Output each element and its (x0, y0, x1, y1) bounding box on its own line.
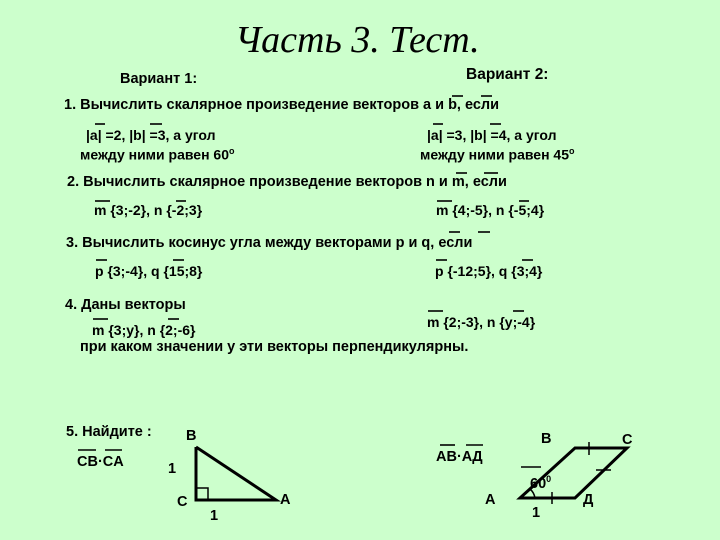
parallelogram-side: 1 (532, 505, 541, 521)
q3-v2: p {-12;5}, q {3;4} (435, 263, 543, 279)
q2-v1: m {3;-2}, n {-2;3} (94, 202, 203, 218)
q5-v1-expr: CB·CA (77, 454, 124, 470)
q2-v2: m {4;-5}, n {-5;4} (436, 202, 545, 218)
triangle-vertex-c: C (177, 494, 188, 510)
parallelogram-angle-label: $60^0$ (530, 474, 552, 492)
triangle-vertex-a: A (280, 492, 291, 508)
q2-label: 2. Вычислить скалярное произведение векторов n и m, если (67, 174, 507, 190)
q4-v2: m {2;-3}, n {y;-4} (427, 314, 536, 330)
q4-tail: при каком значении y эти векторы перпендикулярны. (80, 339, 469, 355)
q3-v1: p {3;-4}, q {15;8} (95, 263, 203, 279)
variant-1-heading: Вариант 1: (120, 71, 198, 87)
parallelogram-vertex-c: C (622, 432, 633, 448)
q3-label: 3. Вычислить косинус угла между векторами p и q, если (66, 235, 473, 251)
variant-2-heading: Вариант 2: (466, 66, 549, 83)
parallelogram-vertex-a: A (485, 492, 496, 508)
parallelogram (520, 442, 627, 504)
q5-v2-expr: AB·AД (436, 449, 483, 465)
q1-v1-line1: |a| =2, |b| =3, а угол (86, 127, 216, 143)
q4-label: 4. Даны векторы (65, 297, 186, 313)
parallelogram-vertex-b: B (541, 431, 552, 447)
q4-v1: m {3;y}, n {2;-6} (92, 322, 196, 338)
q1-v2-line2: между ними равен $45^о$ (420, 146, 575, 163)
q1-label: 1. Вычислить скалярное произведение векторов a и b, если (64, 97, 500, 113)
triangle-side-cb: 1 (168, 461, 177, 477)
q1-v1-line2: между ними равен $60^о$ (80, 146, 235, 163)
q5-label: 5. Найдите : (66, 424, 152, 440)
q1-v2-line1: |a| =3, |b| =4, а угол (427, 127, 557, 143)
page-title: Часть 3. Тест. (235, 19, 480, 61)
parallelogram-vertex-d: Д (583, 492, 594, 508)
right-triangle (196, 447, 276, 500)
triangle-side-ca: 1 (210, 508, 219, 524)
triangle-vertex-b: B (186, 428, 197, 444)
